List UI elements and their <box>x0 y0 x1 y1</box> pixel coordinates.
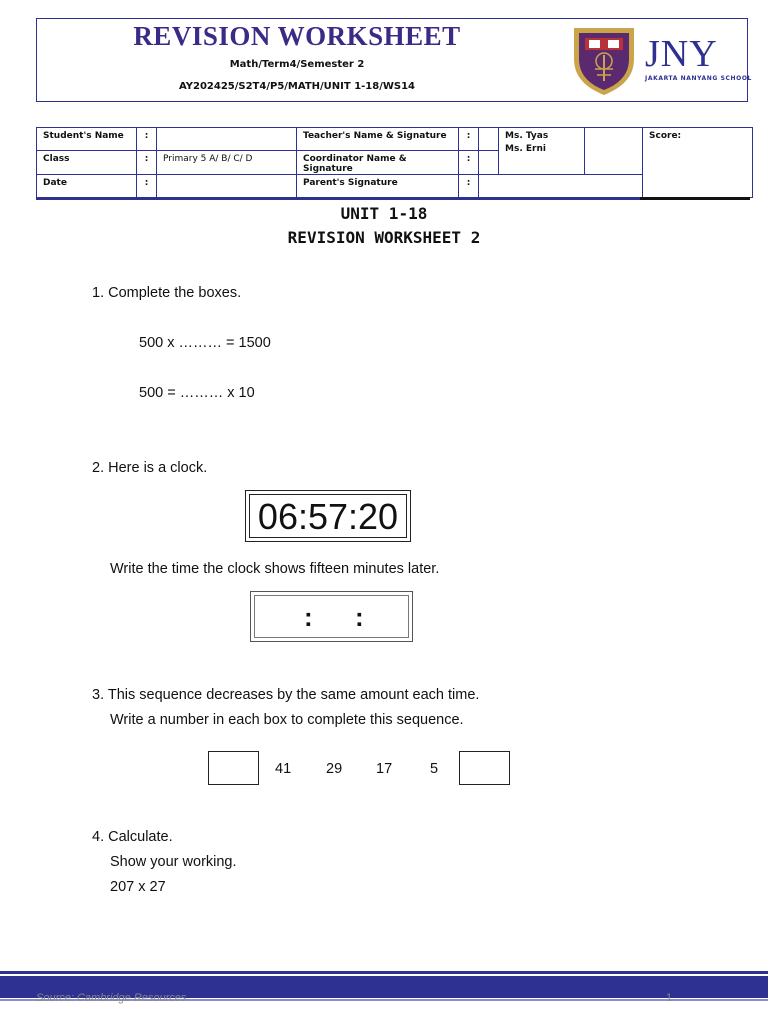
coordinator-signature-field[interactable] <box>479 151 499 175</box>
teacher-signature-field[interactable] <box>479 128 499 151</box>
colon: : <box>137 128 157 151</box>
student-name-label: Student's Name <box>37 128 137 151</box>
teacher-name-1: Ms. Tyas <box>505 131 549 141</box>
sequence-number: 41 <box>275 761 292 777</box>
teacher-name-2: Ms. Erni <box>505 144 546 154</box>
colon: : <box>137 151 157 175</box>
teacher-signature-box[interactable] <box>585 128 643 175</box>
score-label: Score: <box>643 128 753 198</box>
sequence-number: 5 <box>430 761 439 777</box>
date-label: Date <box>37 175 137 198</box>
colon: : <box>459 175 479 198</box>
colon: : <box>459 128 479 151</box>
footer-source: Source: Cambridge Resources <box>36 992 187 1004</box>
school-logo <box>571 25 751 97</box>
worksheet-title: REVISION WORKSHEET <box>133 21 461 51</box>
sequence-answer-box[interactable] <box>459 751 510 785</box>
worksheet-header <box>36 18 752 102</box>
clock-colon: : <box>304 602 313 632</box>
answer-clock-display[interactable] <box>254 595 409 638</box>
question-2-instruction: Write the time the clock shows fifteen minutes later. <box>110 561 440 577</box>
teacher-names <box>499 128 585 175</box>
page-number: 1 <box>666 992 673 1004</box>
colon: : <box>459 151 479 175</box>
question-1-line-1: 500 x ……… = 1500 <box>139 335 271 351</box>
class-label: Class <box>37 151 137 175</box>
class-value: Primary 5 A/ B/ C/ D <box>157 151 297 175</box>
question-3: 3. This sequence decreases by the same amount each time. <box>92 687 480 703</box>
student-info-table <box>36 127 753 198</box>
date-field[interactable] <box>157 175 297 198</box>
school-crest-icon <box>571 25 637 97</box>
term-subtitle: Math/Term4/Semester 2 <box>229 59 365 70</box>
sequence-answer-box[interactable] <box>208 751 259 785</box>
question-1: 1. Complete the boxes. <box>92 285 242 301</box>
clock-time: 06:57:20 <box>249 494 407 538</box>
revision-title: REVISION WORKSHEET 2 <box>287 228 481 247</box>
question-4: 4. Calculate. <box>92 829 173 845</box>
question-4-instruction: Show your working. <box>110 854 237 870</box>
logo-school-name: JAKARTA NANYANG SCHOOL <box>645 75 752 82</box>
question-3-instruction: Write a number in each box to complete this sequence. <box>110 712 464 728</box>
parent-signature-field[interactable] <box>479 175 643 198</box>
footer-divider <box>0 971 768 974</box>
answer-clock[interactable] <box>250 591 413 642</box>
parent-label: Parent's Signature <box>297 175 459 198</box>
clock-colon: : <box>355 602 364 632</box>
unit-title: UNIT 1-18 <box>340 204 428 223</box>
digital-clock <box>245 490 411 542</box>
question-4-expression: 207 x 27 <box>110 879 166 895</box>
coordinator-label: Coordinator Name & Signature <box>297 151 459 175</box>
teacher-label: Teacher's Name & Signature <box>297 128 459 151</box>
colon: : <box>137 175 157 198</box>
student-name-field[interactable] <box>157 128 297 151</box>
question-2: 2. Here is a clock. <box>92 460 208 476</box>
worksheet-code: AY202425/S2T4/P5/MATH/UNIT 1-18/WS14 <box>178 81 416 92</box>
divider <box>640 197 750 200</box>
sequence-number: 17 <box>376 761 393 777</box>
question-1-line-2: 500 = ……… x 10 <box>139 385 255 401</box>
sequence-number: 29 <box>326 761 343 777</box>
logo-wordmark: JNY <box>645 33 718 75</box>
